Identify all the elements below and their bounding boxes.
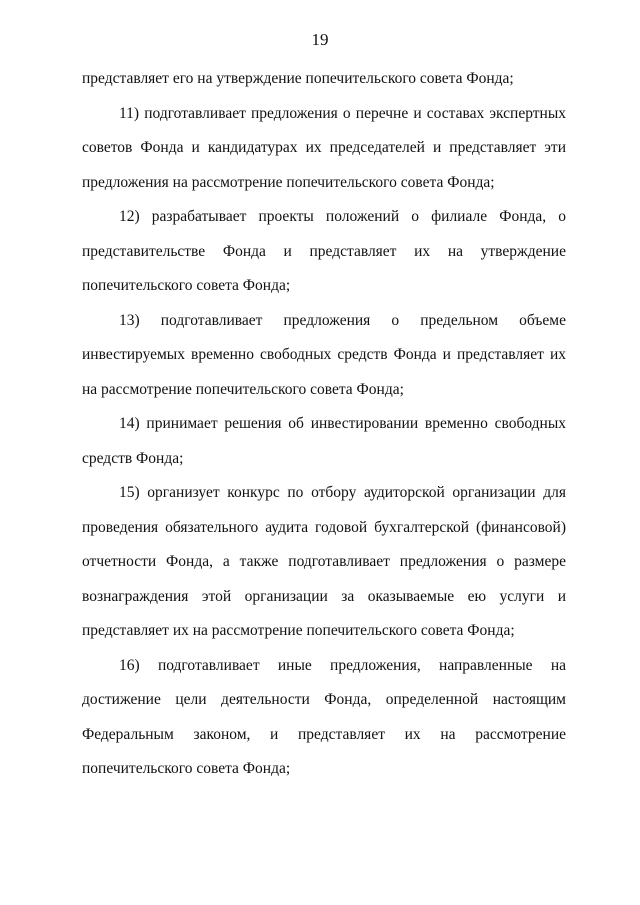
paragraph-continuation: представляет его на утверждение попечительского совета Фонда; [82,70,514,87]
document-body [82,62,566,787]
paragraph-item-14: 14) принимает решения об инвестировании временно свободных средств Фонда; [82,415,566,467]
paragraph-item-12: 12) разрабатывает проекты положений о филиале Фонда, о представительстве Фонда и представляет их на утверждение попечительского совета Фонда; [82,208,566,294]
paragraph-item-13: 13) подготавливает предложения о предельном объеме инвестируемых временно свободных средств Фонда и представляет их на рассмотрение попечительского совета Фонда; [82,311,566,398]
paragraph-item-11: 11) подготавливает предложения о перечне и составах экспертных советов Фонда и кандидатурах их председателей и представляет эти предложения на рассмотрение попечительского совета Фонда; [82,104,566,191]
page-number: 19 [311,30,329,49]
paragraph-item-16: 16) подготавливает иные предложения, направленные на достижение цели деятельности Фонда, определенной настоящим Федеральным законом, и представляет их на рассмотрение попечительского совета Фонда; [82,656,566,777]
paragraph-item-15: 15) организует конкурс по отбору аудиторской организации для проведения обязательного аудита годовой бухгалтерской (финансовой) отчетности Фонда, а также подготавливает предложения о размере вознаграждения этой организации за оказываемые ею услуги и представляет их на рассмотрение попечительского совета Фонда; [82,484,566,639]
